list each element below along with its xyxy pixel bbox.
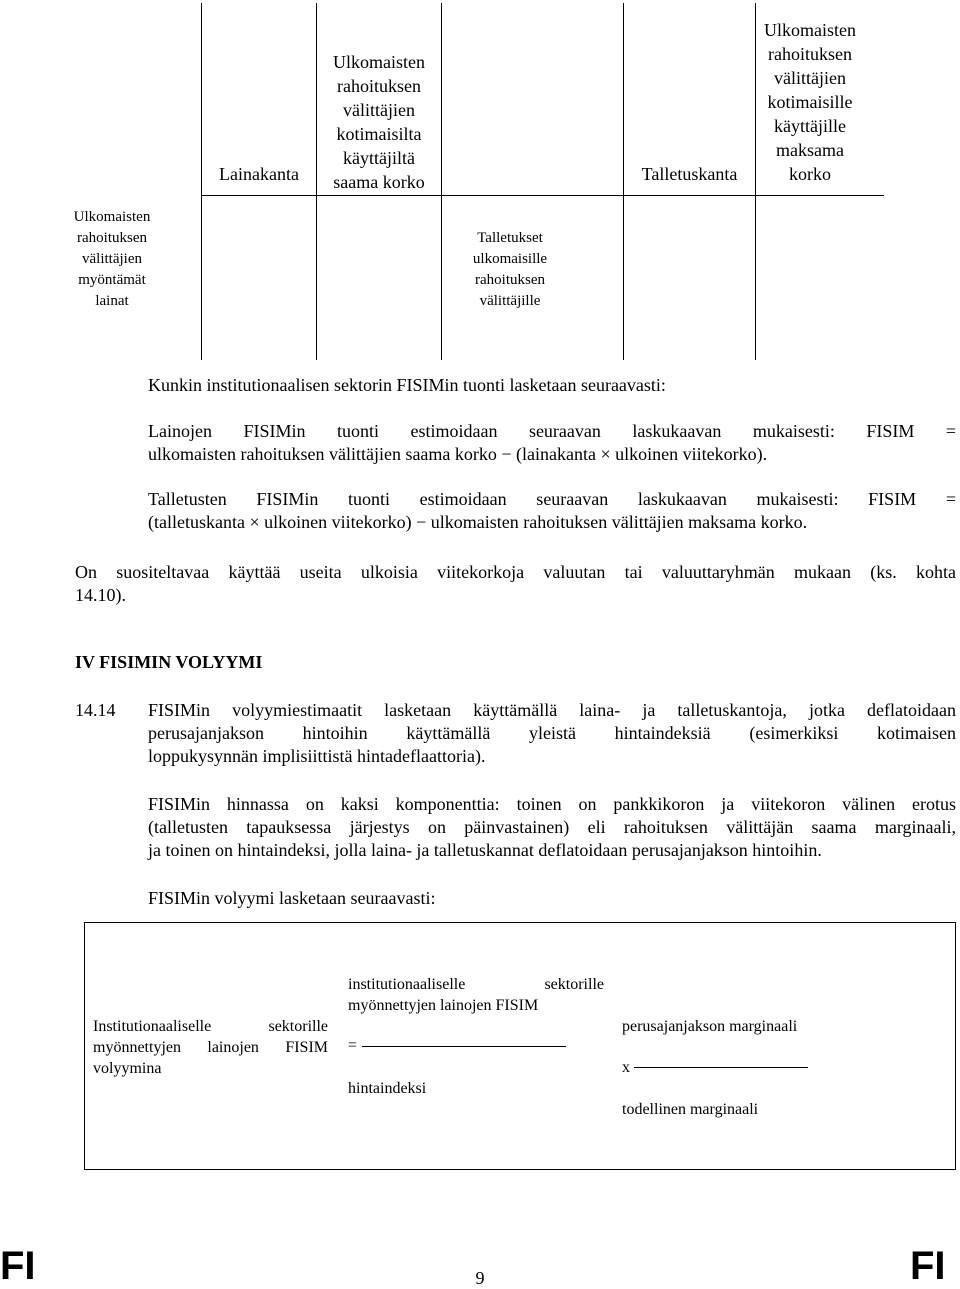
header-lainakanta: Lainakanta [219, 164, 299, 184]
formula-fraction-bar-right [634, 1067, 808, 1068]
page-number: 9 [475, 1268, 485, 1288]
footer-language-code-right: FI [910, 1244, 946, 1288]
paragraph-volume-estimates: FISIMin volyymiestimaatit lasketaan käyttämällä laina- ja talletuskantoja, jotka deflatoidaan perusajanjakson hintoihin käyttämällä yleistä hintaindeksiä (esimerkiksi kotimaisen loppukysynnän implisiittistä hintadeflaattoria). [148, 700, 956, 766]
formula-times-sign: x [622, 1059, 630, 1076]
formula-right-denominator: todellinen marginaali [622, 1101, 759, 1118]
formula-left-term: Institutionaaliselle sektorille myönnettyjen lainojen FISIM volyymina [93, 1018, 328, 1077]
paragraph-number: 14.14 [75, 700, 116, 720]
header-maksama-korko: Ulkomaisten rahoituksen välittäjien kotimaisille käyttäjille maksama korko [764, 20, 856, 184]
footer-language-code-left: FI [0, 1244, 36, 1288]
formula-denominator: hintaindeksi [348, 1080, 427, 1097]
deposits-formula-text: Talletusten FISIMin tuonti estimoidaan seuraavan laskukaavan mukaisesti: FISIM = (talletuskanta × ulkoinen viitekorko) − ulkomaisten rahoituksen välittäjien maksama korko. [148, 489, 956, 532]
paragraph-price-components: FISIMin hinnassa on kaksi komponenttia: toinen on pankkikoron ja viitekoron välinen erotus (talletusten tapauksessa järjestys on päinvastainen) eli rahoituksen välittäjän saama marginaali, ja toinen on hintaindeksi, jolla laina- ja talletuskannat deflatoidaan perusajanjakson hintoihin. [148, 794, 956, 860]
formula-fraction-bar-left [362, 1046, 566, 1047]
formula-numerator: institutionaaliselle sektorille myönnettyjen lainojen FISIM [348, 976, 604, 1014]
recommendation-text: On suositeltavaa käyttää useita ulkoisia viitekorkoja valuutan tai valuuttaryhmän mukaan (ks. kohta 14.10). [75, 562, 956, 605]
formula-right-numerator: perusajanjakson marginaali [622, 1018, 798, 1035]
intro-text: Kunkin institutionaalisen sektorin FISIMin tuonti lasketaan seuraavasti: [148, 375, 666, 395]
formula-equals-sign: = [348, 1037, 358, 1054]
loans-formula-text: Lainojen FISIMin tuonti estimoidaan seuraavan laskukaavan mukaisesti: FISIM = ulkomaisten rahoituksen välittäjien saama korko − (lainakanta × ulkoinen viitekorko). [148, 421, 956, 464]
paragraph-volume-intro: FISIMin volyymi lasketaan seuraavasti: [148, 888, 436, 908]
row-label-loans: Ulkomaisten rahoituksen välittäjien myöntämät lainat [73, 209, 151, 309]
header-saama-korko: Ulkomaisten rahoituksen välittäjien kotimaisilta käyttäjiltä saama korko [333, 52, 425, 192]
table-header-rule [201, 195, 884, 196]
section-heading: IV FISIMIN VOLYYMI [75, 652, 263, 672]
header-talletuskanta: Talletuskanta [641, 164, 738, 184]
row-label-deposits: Talletukset ulkomaisille rahoituksen välittäjille [472, 230, 548, 309]
table-vline-3 [441, 3, 442, 360]
